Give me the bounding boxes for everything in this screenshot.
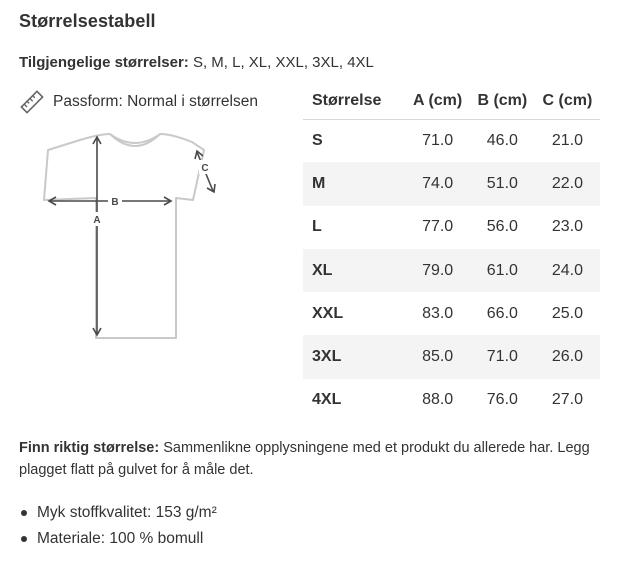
table-row [303,379,600,422]
size-cell: XL [303,249,405,292]
features-list [19,500,217,552]
value-cell: 79.0 [405,249,469,292]
table-row [303,206,600,249]
find-size-label: Finn riktig størrelse: [19,440,160,456]
available-sizes-label: Tilgjengelige størrelser: [19,54,189,71]
header-a: A (cm) [405,84,469,119]
header-size: Størrelse [303,84,405,119]
value-cell: 23.0 [551,218,584,236]
value-cell: 27.0 [551,391,584,409]
value-cell: 24.0 [535,249,600,292]
table-row [303,335,600,378]
page-title: Størrelsestabell [19,11,156,31]
diagram-label-a: A [93,215,101,226]
value-cell: 25.0 [551,304,584,322]
feature-text: Myk stoffkvalitet: 153 g/m² [37,504,217,521]
size-cell: XXL [312,304,344,322]
fit-text: Passform: Normal i størrelsen [53,93,258,110]
value-cell: 71.0 [470,335,535,378]
value-cell: 51.0 [470,162,535,205]
table-row [303,249,600,292]
value-cell: 56.0 [486,218,518,236]
value-cell: 66.0 [486,304,518,322]
value-cell: 83.0 [422,304,454,322]
fit-info [20,90,258,114]
bullet-icon [21,536,27,542]
list-item [19,526,217,552]
value-cell: 77.0 [422,218,454,236]
value-cell: 22.0 [535,162,600,205]
table-row [303,292,600,335]
value-cell: 76.0 [486,391,518,409]
bullet-icon [21,510,27,516]
value-cell: 21.0 [551,131,584,149]
value-cell: 85.0 [405,335,469,378]
size-cell: M [303,162,405,205]
size-cell: L [312,218,322,236]
header-c: C (cm) [535,84,600,119]
value-cell: 46.0 [486,131,518,149]
size-table [303,84,600,422]
value-cell: 26.0 [535,335,600,378]
size-cell: 4XL [312,391,342,409]
ruler-icon [20,90,44,114]
header-b: B (cm) [470,84,535,119]
list-item [19,500,217,526]
value-cell: 61.0 [470,249,535,292]
table-header-row [303,84,600,119]
size-cell: S [312,131,323,149]
tshirt-diagram [40,128,230,343]
diagram-label-b: B [111,197,119,208]
find-size-text: Sammenlikne opplysningene med et produkt du allerede har. Legg plagget flatt på gulvet for å måle det. [19,440,590,478]
table-row [303,162,600,205]
available-sizes-value: S, M, L, XL, XXL, 3XL, 4XL [192,54,374,71]
find-size-instructions [19,437,619,481]
available-sizes [19,54,374,71]
feature-text: Materiale: 100 % bomull [37,530,204,547]
value-cell: 74.0 [405,162,469,205]
diagram-label-c: C [201,163,209,174]
table-row [303,119,600,162]
value-cell: 71.0 [422,131,454,149]
tshirt-outline [44,134,204,338]
size-cell: 3XL [303,335,405,378]
value-cell: 88.0 [422,391,454,409]
